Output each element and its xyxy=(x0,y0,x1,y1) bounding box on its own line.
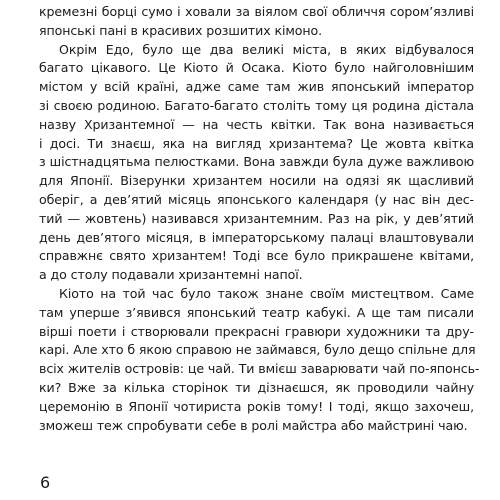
text-line: кремезні борці сумо і ховали за віялом свої обличчя сором’язливі xyxy=(39,4,474,19)
text-line: назву Хризантемної — на честь квітки. Так вона називається xyxy=(39,116,474,132)
text-line: для Японії. Візерунки хризантем носили на одязі як щасливий xyxy=(39,173,474,189)
paragraph xyxy=(39,3,474,41)
text-line: оберіг, а дев’ятий місяць японського календаря (у нас він дес- xyxy=(39,191,474,207)
text-line: всіх жителів островів: це чай. Ти вмієш заварювати чай по-японсь- xyxy=(39,361,480,377)
text-line: містом у всій країні, адже саме там жив японський імператор xyxy=(39,79,474,95)
text-line: і досі. Ти знаєш, яка на вигляд хризантема? Це жовта квітка xyxy=(39,135,474,151)
body-text xyxy=(39,3,480,435)
text-line: день дев’ятого місяця, в імператорському палаці влаштовували xyxy=(39,229,474,245)
text-line: зможеш теж спробувати себе в ролі майстра або майстрині чаю. xyxy=(39,417,468,433)
text-line: Кіото на той час було також знане своїм мистецтвом. Саме xyxy=(59,285,474,301)
text-line: зі своєю родиною. Багато-багато століть тому ця родина дістала xyxy=(39,97,474,113)
text-line: з шістнадцятьма пелюстками. Вона завжди була дуже важливою xyxy=(39,154,474,170)
text-line: Окрім Едо, було ще два великі міста, в яких відбувалося xyxy=(59,41,474,57)
text-line: японські пані в красивих розшитих кімоно. xyxy=(39,22,323,38)
text-line: вірші поети і створювали прекрасні гравюри художники та дру- xyxy=(39,323,474,339)
text-line: ки? Вже за кілька сторінок ти дізнаєшся, як проводили чайну xyxy=(39,379,474,395)
text-line: багато цікавого. Це Кіото й Осака. Кіото було найголовнішим xyxy=(39,60,474,76)
text-line: тий — жовтень) називався хризантемним. Раз на рік, у дев’ятий xyxy=(39,210,474,226)
text-line: карі. Але хто б якою справою не займався, було дещо спільне для xyxy=(39,342,476,358)
text-line: там уперше з’явився японський театр кабукі. А ще там писали xyxy=(39,304,474,320)
paragraph xyxy=(39,41,474,285)
paragraph xyxy=(39,285,480,435)
text-line: церемонію в Японії чотириста років тому! І тоді, якщо захочеш, xyxy=(39,398,474,414)
text-line: а до столу подавали хризантемні напої. xyxy=(39,267,303,283)
page-number: 6 xyxy=(40,473,51,492)
text-line: справжнє свято хризантем! Тоді все було прикрашене квітами, xyxy=(39,248,474,264)
